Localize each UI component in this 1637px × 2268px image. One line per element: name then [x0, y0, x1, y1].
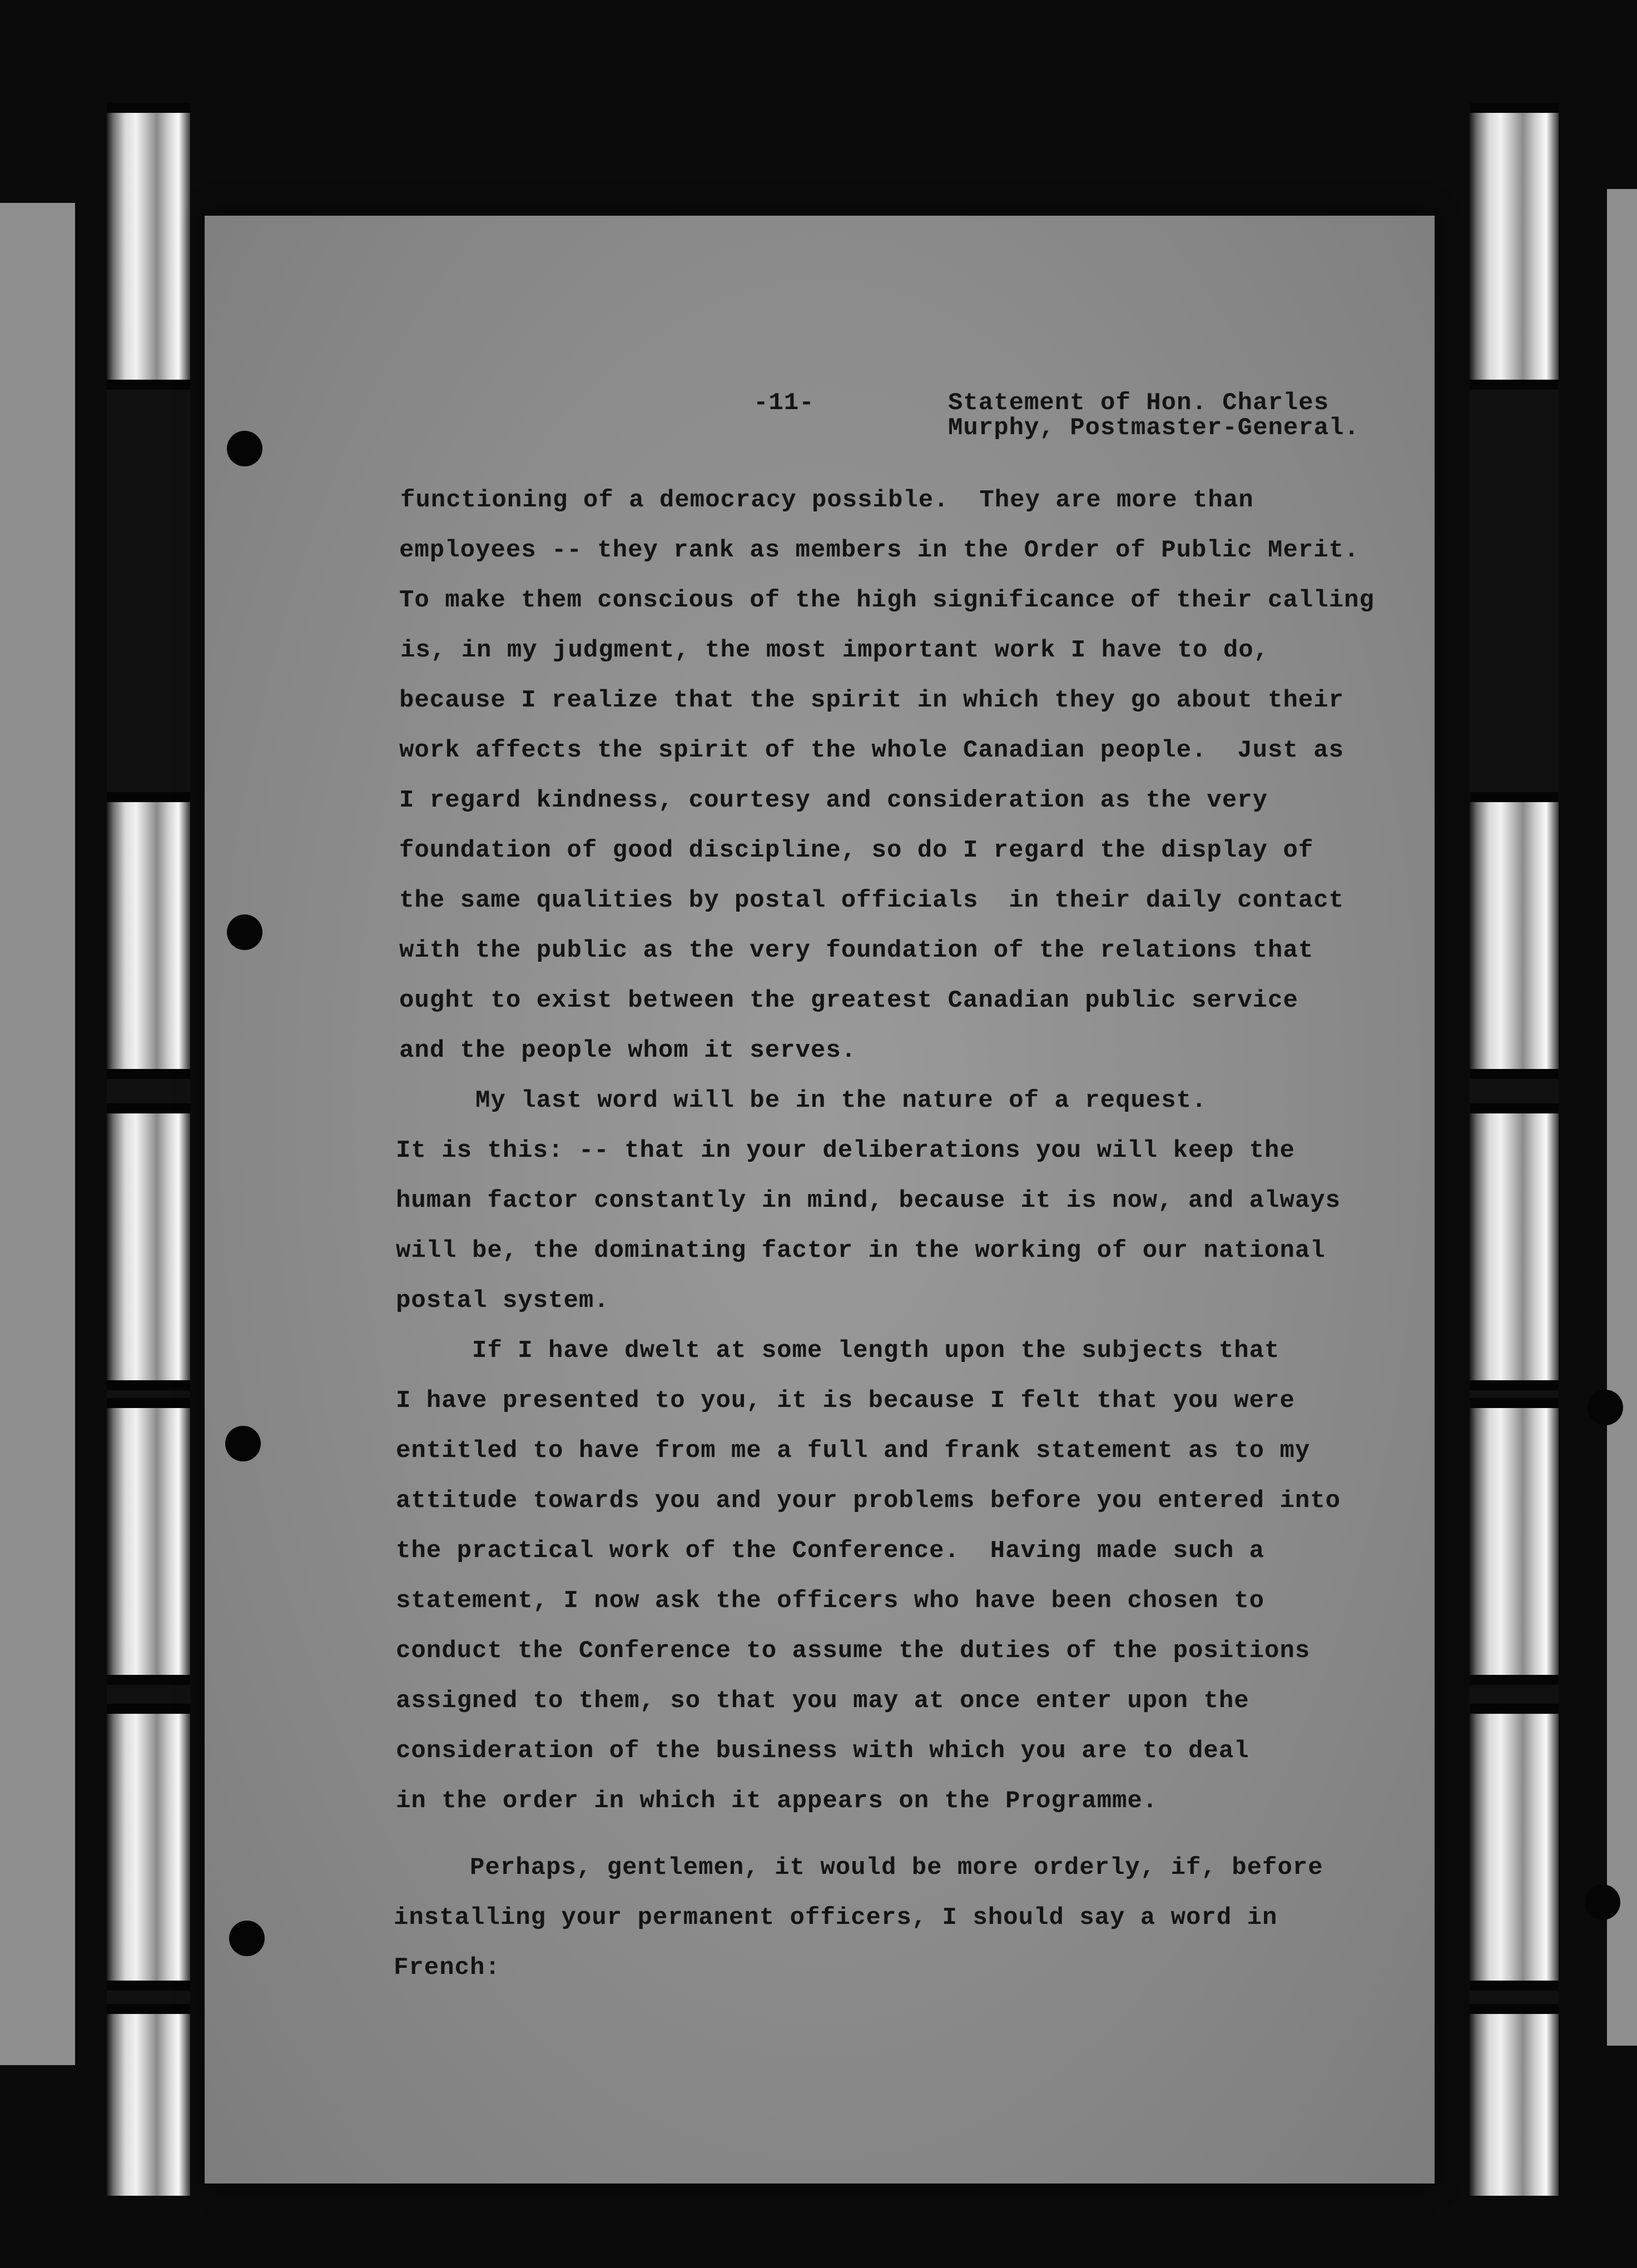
body-text-line: attitude towards you and your problems before you entered into — [396, 1487, 1341, 1515]
body-text-line: human factor constantly in mind, because it is now, and always — [396, 1187, 1341, 1215]
punch-hole — [225, 1426, 261, 1461]
body-text-line: postal system. — [396, 1287, 609, 1315]
film-frame — [1470, 1103, 1559, 1390]
film-frame — [1470, 103, 1559, 390]
body-text-line: consideration of the business with which you are to deal — [396, 1737, 1249, 1765]
film-frame — [107, 792, 190, 1079]
body-text-line: statement, I now ask the officers who have been chosen to — [396, 1587, 1265, 1615]
body-text-line: I have presented to you, it is because I felt that you were — [396, 1387, 1295, 1415]
page-number: -11- — [753, 389, 815, 417]
body-text-line: and the people whom it serves. — [399, 1037, 857, 1065]
body-text-line: with the public as the very foundation of the relations that — [399, 937, 1314, 964]
body-text-line: the same qualities by postal officials in their daily contact — [399, 887, 1345, 914]
film-frame — [107, 2004, 190, 2196]
film-strip-right — [1470, 103, 1559, 2196]
film-frame — [1470, 792, 1559, 1079]
body-text-line: installing your permanent officers, I should say a word in — [394, 1904, 1278, 1932]
film-frame — [1470, 2004, 1559, 2196]
body-text-line: If I have dwelt at some length upon the subjects that — [396, 1337, 1280, 1365]
adjacent-page-left — [0, 203, 75, 2065]
body-text-line: I regard kindness, courtesy and consideration as the very — [399, 787, 1268, 814]
body-text-line: ought to exist between the greatest Canadian public service — [399, 987, 1298, 1014]
body-text-line: assigned to them, so that you may at once enter upon the — [396, 1687, 1249, 1715]
body-text-line: is, in my judgment, the most important work I have to do, — [400, 636, 1269, 664]
body-text-line: the practical work of the Conference. Having made such a — [396, 1537, 1265, 1565]
film-frame — [1470, 1398, 1559, 1685]
body-text-line: entitled to have from me a full and frank statement as to my — [396, 1437, 1311, 1465]
body-text-line: My last word will be in the nature of a request. — [399, 1087, 1207, 1115]
body-text-line: will be, the dominating factor in the working of our national — [396, 1237, 1326, 1265]
body-text-line: work affects the spirit of the whole Canadian people. Just as — [399, 737, 1345, 764]
body-text-line: foundation of good discipline, so do I regard the display of — [399, 837, 1314, 864]
punch-hole — [227, 914, 262, 950]
film-frame — [107, 1103, 190, 1390]
body-text-line: French: — [394, 1954, 500, 1982]
header-title-line: Murphy, Postmaster-General. — [948, 414, 1360, 442]
body-text-line: Perhaps, gentlemen, it would be more orderly, if, before — [394, 1854, 1323, 1882]
punch-hole — [229, 1921, 265, 1956]
body-text-line: functioning of a democracy possible. They are more than — [400, 486, 1254, 514]
body-text-line: It is this: -- that in your deliberations you will keep the — [396, 1137, 1295, 1165]
film-frame — [107, 1704, 190, 1991]
body-text-line: because I realize that the spirit in which they go about their — [399, 687, 1345, 714]
punch-hole — [227, 431, 262, 466]
punch-hole — [1588, 1390, 1623, 1425]
film-frame — [107, 103, 190, 390]
header-title-line: Statement of Hon. Charles — [948, 389, 1330, 417]
body-text-line: in the order in which it appears on the Programme. — [396, 1787, 1158, 1815]
film-strip-left — [107, 103, 190, 2196]
body-text-line: conduct the Conference to assume the duties of the positions — [396, 1637, 1311, 1665]
body-text-line: employees -- they rank as members in the Order of Public Merit. — [399, 536, 1360, 564]
adjacent-page-right — [1607, 189, 1637, 2046]
film-frame — [1470, 1704, 1559, 1991]
punch-hole — [1585, 1884, 1620, 1920]
film-frame — [107, 1398, 190, 1685]
body-text-line: To make them conscious of the high significance of their calling — [399, 586, 1375, 614]
